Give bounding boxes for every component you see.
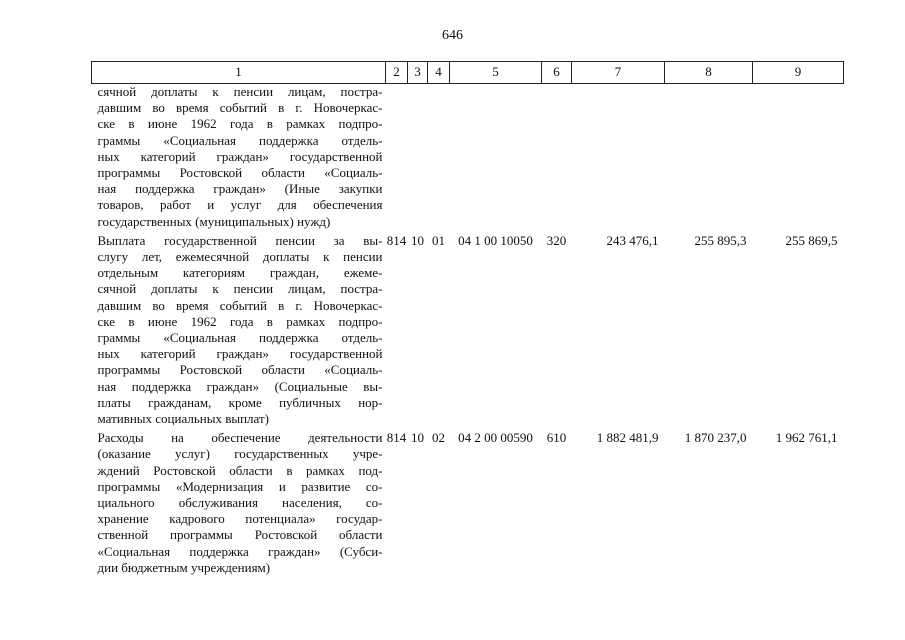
subsection-code: 02 xyxy=(432,430,445,446)
amount-year-2: 255 895,3 xyxy=(694,232,747,248)
description-line: сячной доплаты к пенсии лицам, постра- xyxy=(97,84,383,99)
row-description xyxy=(92,427,386,576)
description-line: товаров, работ и услуг для обеспечения xyxy=(97,197,383,213)
header-col-1: 1 xyxy=(92,62,386,84)
header-col-4: 4 xyxy=(428,62,450,84)
description-line: отдельным категориям граждан, ежеме- xyxy=(97,265,383,281)
amount-year-1 xyxy=(572,84,665,230)
section-code: 10 xyxy=(411,430,424,446)
header-row xyxy=(92,62,844,84)
table-body xyxy=(92,84,844,577)
target-article-code xyxy=(450,84,542,230)
amount-year-3 xyxy=(753,84,844,230)
description-line: сячной доплаты к пенсии лицам, постра- xyxy=(97,281,383,297)
description-line: ске в июне 1962 года в рамках подпро- xyxy=(97,313,383,329)
header-col-2: 2 xyxy=(386,62,408,84)
target-article-code: 04 2 00 00590 xyxy=(458,430,533,446)
table-header xyxy=(92,62,844,84)
description-line: программы «Модернизация и развитие со- xyxy=(97,478,383,494)
amount-year-2: 1 870 237,0 xyxy=(684,430,747,446)
amount-year-3: 1 962 761,1 xyxy=(775,430,838,446)
section-code xyxy=(408,84,428,230)
admin-code: 814 xyxy=(386,430,407,446)
description-line: давшим во время событий в г. Новочеркас- xyxy=(97,297,383,313)
description-line: ственной программы Ростовской области xyxy=(97,527,383,543)
header-col-3: 3 xyxy=(408,62,428,84)
expense-type-code xyxy=(542,84,572,230)
section-code: 10 xyxy=(411,232,424,248)
description-line: мативных социальных выплат) xyxy=(97,411,269,427)
header-col-9: 9 xyxy=(753,62,844,84)
header-col-7: 7 xyxy=(572,62,665,84)
description-line: государственных (муниципальных) нужд) xyxy=(97,213,331,229)
description-line: дии бюджетным учреждениям) xyxy=(97,559,271,575)
row-description xyxy=(92,230,386,427)
page-number: 646 xyxy=(442,28,463,43)
description-line: ных категорий граждан» государственной xyxy=(97,148,383,164)
budget-table xyxy=(91,61,844,576)
admin-code: 814 xyxy=(386,232,407,248)
subsection-code xyxy=(428,84,450,230)
description-line: ная поддержка граждан» (Социальные вы- xyxy=(97,378,383,394)
amount-year-1: 243 476,1 xyxy=(606,232,659,248)
description-line: граммы «Социальная поддержка отдель- xyxy=(97,330,383,346)
table-row xyxy=(92,230,844,427)
description-line: ске в июне 1962 года в рамках подпро- xyxy=(97,116,383,132)
description-line: программы Ростовской области «Социаль- xyxy=(97,362,383,378)
expense-type-code: 320 xyxy=(546,232,567,248)
description-line: ных категорий граждан» государственной xyxy=(97,346,383,362)
description-line: граммы «Социальная поддержка отдель- xyxy=(97,132,383,148)
description-line: платы гражданам, кроме публичных нор- xyxy=(97,394,383,410)
subsection-code: 01 xyxy=(432,232,445,248)
description-line: ждений Ростовской области в рамках под- xyxy=(97,462,383,478)
header-col-6: 6 xyxy=(542,62,572,84)
description-line: Расходы на обеспечение деятельности xyxy=(97,430,383,446)
amount-year-3: 255 869,5 xyxy=(785,232,838,248)
description-line: слугу лет, ежемесячной доплаты к пенсии xyxy=(97,249,383,265)
table-row xyxy=(92,427,844,576)
row-description xyxy=(92,84,386,230)
admin-code xyxy=(386,84,408,230)
target-article-code: 04 1 00 10050 xyxy=(458,232,533,248)
description-line: «Социальная поддержка граждан» (Субси- xyxy=(97,543,383,559)
expense-type-code: 610 xyxy=(546,430,567,446)
description-line: хранение кадрового потенциала» государ- xyxy=(97,511,383,527)
description-line: программы Ростовской области «Социаль- xyxy=(97,165,383,181)
description-line: Выплата государственной пенсии за вы- xyxy=(97,232,383,248)
description-line: давшим во время событий в г. Новочеркас- xyxy=(97,100,383,116)
table-row xyxy=(92,84,844,230)
header-col-8: 8 xyxy=(665,62,753,84)
description-line: (оказание услуг) государственных учре- xyxy=(97,446,383,462)
amount-year-1: 1 882 481,9 xyxy=(596,430,659,446)
description-line: циального обслуживания населения, со- xyxy=(97,495,383,511)
description-line: ная поддержка граждан» (Иные закупки xyxy=(97,181,383,197)
amount-year-2 xyxy=(665,84,753,230)
header-col-5: 5 xyxy=(450,62,542,84)
